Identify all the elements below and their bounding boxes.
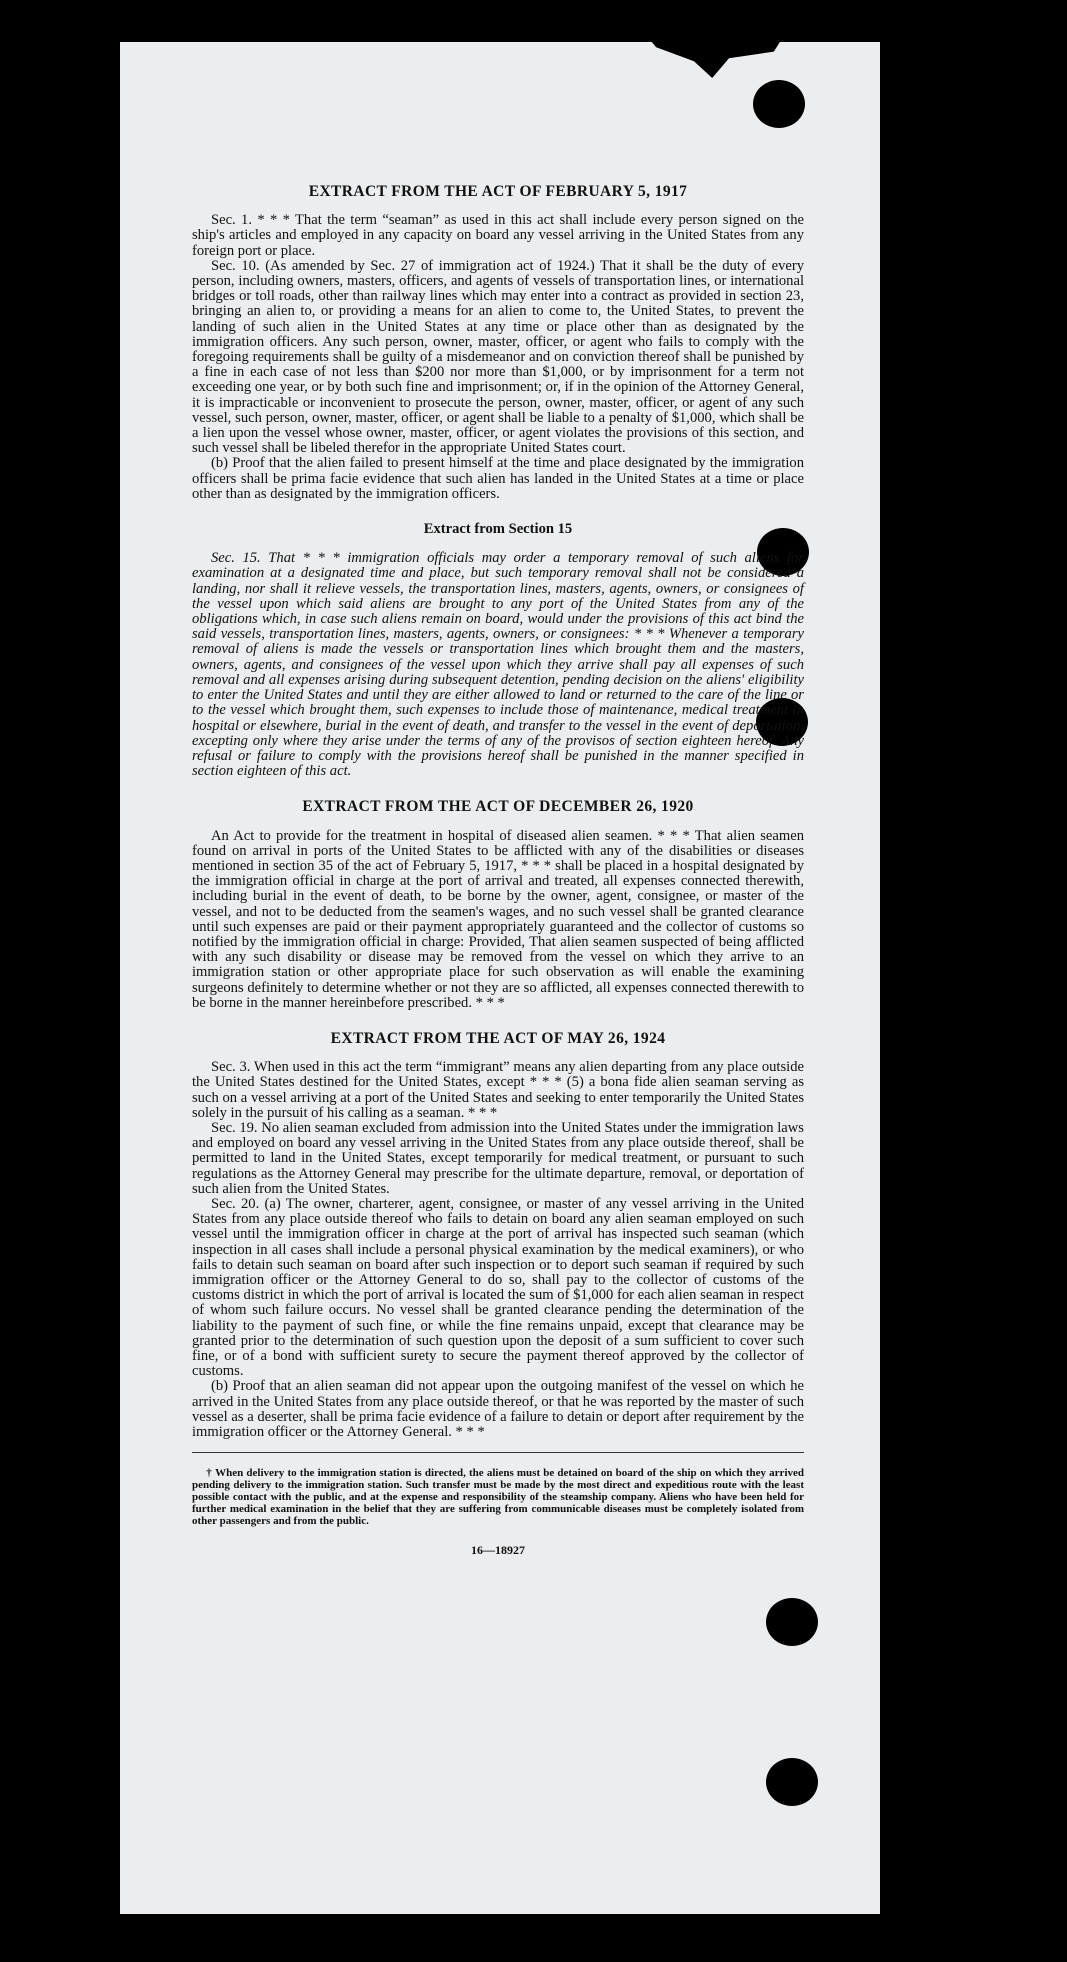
divider <box>192 1452 804 1453</box>
section-3: Sec. 3. When used in this act the term “immigrant” means any alien departing from any place outside the United States destined for the United States, except * * * (5) a bona fide alien seaman serving as such on a vessel arriving at a port of the United States and seeking to enter temporarily the United States solely in the pursuit of his calling as a seaman. * * * <box>192 1059 804 1121</box>
punch-hole <box>766 1598 818 1646</box>
section-20b: (b) Proof that an alien seaman did not appear upon the outgoing manifest of the vessel on which he arrived in the United States from any place outside thereof, or that he was reported by the master of such vessel as a deserter, shall be prima facie evidence of a failure to detain or deport after requirement by the immigration officer or the Attorney General. * * * <box>192 1378 804 1441</box>
section-20a: Sec. 20. (a) The owner, charterer, agent, consignee, or master of any vessel arriving in the United States from any place outside thereof who fails to detain on board any alien seaman employed on such vessel until the immigration officer in charge at the port of arrival has inspected such seaman (which inspection in all cases shall include a personal physical examination by the medical examiners), or who fails to detain such seaman on board after such inspection or to deport such seaman if required by such immigration officer or the Attorney General to do so, shall pay to the collector of customs of the customs district in which the port of arrival is located the sum of $1,000 for each alien seaman in respect of whom such failure occurs. No vessel shall be granted clearance pending the determination of the liability to the payment of such fine, or while the fine remains unpaid, except that clearance may be granted prior to the determination of such question upon the deposit of a sum sufficient to cover such fine, or of a bond with sufficient surety to secure the payment thereof approved by the collector of customs. <box>192 1195 804 1380</box>
section-10b: (b) Proof that the alien failed to present himself at the time and place designated by the immigration officers shall be prima facie evidence that such alien has landed in the United States at a time or place other than as designated by the immigration officers. <box>192 455 804 502</box>
footnote: † When delivery to the immigration station is directed, the aliens must be detained on board of the ship on which they arrived pending delivery to the immigration station. Such transfer must be made by the most direct and expeditious route with the least possible contact with the public, and at the expense and responsibility of the steamship company. Aliens who have been held for further medical examination in the belief that they are suffering from communicable diseases must be completely isolated from other passengers and from the public. <box>192 1467 804 1528</box>
section-19: Sec. 19. No alien seaman excluded from admission into the United States under the immigration laws and employed on board any vessel arriving in the United States from any place outside thereof, shall be permitted to land in the United States, except temporarily for medical treatment, or pursuant to such regulations as the Attorney General may prescribe for the ultimate departure, removal, or deportation of such alien from the United States. <box>192 1119 804 1197</box>
torn-edge <box>645 42 785 78</box>
page-number: 16—18927 <box>471 1543 525 1558</box>
punch-hole <box>753 80 805 128</box>
act-1920-text: An Act to provide for the treatment in hospital of diseased alien seamen. * * * That alien seamen found on arrival in ports of the United States to be afflicted with any of the disabilities or diseases mentioned in section 35 of the act of February 5, 1917, * * * shall be placed in a hospital designated by the immigration official in charge at the port of arrival and treated, all expenses connected therewith, including burial in the event of death, to be borne by the owner, agent, consignee, or master of the vessel, and not to be deducted from the seamen's wages, and no such vessel shall be granted clearance until such expenses are paid or their payment appropriately guaranteed and the collector of customs so notified by the immigration official in charge: Provided, That alien seamen suspected of being afflicted with any such disability or disease may be removed from the vessel on which they arrive to an immigration station or other appropriate place for such observation as will enable the examining surgeons definitely to determine whether or not they are so afflicted, all expenses connected therewith to be borne in the manner hereinbefore prescribed. * * * <box>192 827 804 1011</box>
section-15: Sec. 15. That * * * immigration officials may order a temporary removal of such aliens for examination at a designated time and place, but such temporary removal shall not be considered a landing, nor shall it relieve vessels, the transportation lines, masters, agents, owners, or consignees of the vessel upon which said aliens are brought to any port of the United States from any of the obligations which, in case such aliens remain on board, would under the provisions of this act bind the said vessels, transportation lines, masters, agents, owners, or consignees: * * * Whenever a temporary removal of aliens is made the vessels or transportation lines which brought them and the masters, owners, agents, and consignees of the vessel upon which they arrive shall pay all expenses of such removal and all expenses arising during subsequent detention, pending decision on the aliens' eligibility to enter the United States and until they are either allowed to land or returned to the care of the line or to the vessel which brought them, such expenses to include those of maintenance, medical treatment in hospital or elsewhere, burial in the event of death, and transfer to the vessel in the event of deportation, excepting only where they arise under the terms of any of the provisos of section eighteen hereof. Any refusal or failure to comply with the provisions hereof shall be punished in the manner specified in section eighteen of this act. <box>192 550 804 780</box>
heading-act-1917: EXTRACT FROM THE ACT OF FEBRUARY 5, 1917 <box>308 183 688 200</box>
heading-act-1920: EXTRACT FROM THE ACT OF DECEMBER 26, 1920 <box>302 798 694 816</box>
document-text <box>192 182 804 1558</box>
heading-section-15: Extract from Section 15 <box>423 521 573 538</box>
document-page <box>120 42 880 1914</box>
heading-act-1924: EXTRACT FROM THE ACT OF MAY 26, 1924 <box>330 1029 666 1047</box>
punch-hole <box>766 1758 818 1806</box>
section-1: Sec. 1. * * * That the term “seaman” as used in this act shall include every person signed on the ship's articles and employed in any capacity on board any vessel arriving in the United States from any foreign port or place. <box>192 212 804 259</box>
section-10: Sec. 10. (As amended by Sec. 27 of immigration act of 1924.) That it shall be the duty of every person, including owners, masters, officers, and agents of vessels of transportation lines, or international bridges or toll roads, other than railway lines which may enter into a contract as provided in section 23, bringing an alien to, or providing a means for an alien to come to, the United States, to prevent the landing of such alien in the United States at any time or place other than as designated by the immigration officers. Any such person, owner, master, officer, or agent who fails to comply with the foregoing requirements shall be guilty of a misdemeanor and on conviction thereof shall be punished by a fine in each case of not less than $200 nor more than $1,000, or by imprisonment for a term not exceeding one year, or by both such fine and imprisonment; or, if in the opinion of the Attorney General, it is impracticable or inconvenient to prosecute the person, owner, master, officer, or agent of any such vessel, such person, owner, master, officer, or agent shall be liable to a penalty of $1,000, which shall be a lien upon the vessel whose owner, master, officer, or agent violates the provisions of this section, and such vessel shall be libeled therefor in the appropriate United States court. <box>192 257 804 457</box>
